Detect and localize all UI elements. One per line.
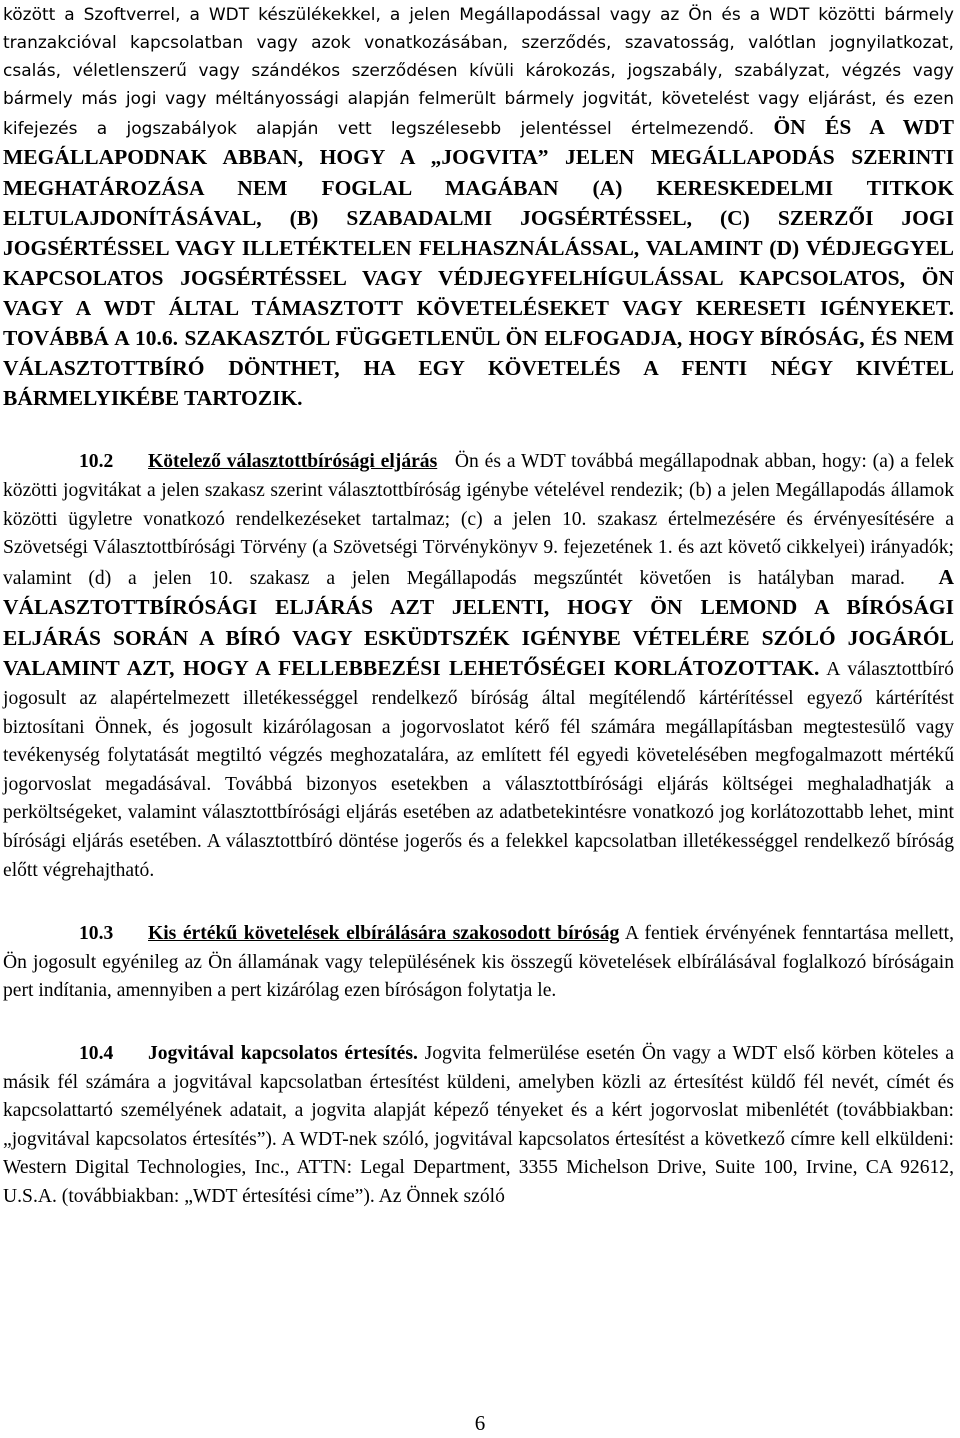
section-10-3 [3, 920, 954, 1006]
section-number: 10.3 [79, 923, 114, 945]
document-page [3, 0, 954, 1212]
lead-caps-text: ÖN ÉS A WDT MEGÁLLAPODNAK ABBAN, HOGY A „JOGVITA” JELEN MEGÁLLAPODÁS SZERINTI MEGHATÁROZÁSA NEM FOGLAL MAGÁBAN (A) KERESKEDELMI TITKOK ELTULAJDONÍTÁSÁVAL, (B) SZABADALMI JOGSÉRTÉSSEL, (C) SZERZŐI JOGI JOGSÉRTÉSSEL VAGY ILLETÉKTELEN FELHASZNÁLÁSSAL, VALAMINT (D) VÉDJEGGYEL KAPCSOLATOS JOGSÉRTÉSSEL VAGY VÉDJEGYFELHÍGULÁSSAL KAPCSOLATOS, ÖN VAGY A WDT ÁLTAL TÁMASZTOTT KÖVETELÉSEKET VAGY KERESETI IGÉNYEKET. TOVÁBBÁ A 10.6. SZAKASZTÓL FÜGGETLENÜL ÖN ELFOGADJA, HOGY BÍRÓSÁG, ÉS NEM VÁLASZTOTTBÍRÓ DÖNTHET, HA EGY KÖVETELÉS A FENTI NÉGY KIVÉTEL BÁRMELYIKÉBE TARTOZIK. [3, 115, 954, 411]
section-heading: Kis értékű követelések elbírálására szakosodott bíróság [148, 923, 620, 945]
section-text: Ön és a WDT továbbá megállapodnak abban, hogy: (a) a felek közötti jogvitákat a jelen szakasz szerint választottbíróság igénybe vételével rendezik; (b) a jelen Megállapodás államok közötti ügyletre vonatkozó rendelkezéseket tartalmaz; (c) a jelen 10. szakasz értelmezésére és érvényesítésére a Szövetségi Választottbírósági Törvény (a Szövetségi Törvénykönyv 9. fejezetének 1. és azt követő cikkelyei) irányadók; valamint (d) a jelen 10. szakasz a jelen Megállapodás megszűntét követően is hatályban marad. [3, 451, 954, 589]
section-heading: Kötelező választottbírósági eljárás [148, 451, 438, 473]
section-10-4 [3, 1040, 954, 1212]
lead-paragraph [3, 0, 954, 414]
section-10-2 [3, 448, 954, 885]
section-heading: Jogvitával kapcsolatos értesítés. [148, 1043, 418, 1064]
section-number: 10.4 [79, 1043, 114, 1064]
lead-text: között a Szoftverrel, a WDT készülékekkel, a jelen Megállapodással vagy az Ön és a WDT közötti bármely tranzakcióval kapcsolatban vagy azok vonatkozásában, szerződés, szavatosság, valótlan jognyilatkozat, csalás, véletlenszerű vagy szándékos szerződésen kívüli károkozás, jogszabály, szabályzat, végzés vagy bármely más jogi vagy méltányossági alapján felmerült bármely jogvitát, követelést vagy eljárást, és ezen kifejezés a jogszabályok alapján vett legszélesebb jelentéssel értelmezendő. [3, 5, 954, 140]
page-number: 6 [474, 1411, 486, 1435]
section-text: Jogvita felmerülése esetén Ön vagy a WDT első körben köteles a másik fél számára a jogvitával kapcsolatban értesítést küldeni, amelyben közli az értesítést küldő fél nevét, címét és kapcsolattartó személyének adatait, a jogvita alapját képező tényeket és a kért jogorvoslat mibenlétét (továbbiakban: „jogvitával kapcsolatos értesítés”). A WDT-nek szóló, jogvitával kapcsolatos értesítést a következő címre kell elküldeni: Western Digital Technologies, Inc., ATTN: Legal Department, 3355 Michelson Drive, Suite 100, Irvine, CA 92612, U.S.A. (továbbiakban: „WDT értesítési címe”). Az Önnek szóló [3, 1043, 954, 1207]
section-caps-text: A VÁLASZTOTTBÍRÓSÁGI ELJÁRÁS AZT JELENTI, HOGY ÖN LEMOND A BÍRÓSÁGI ELJÁRÁS SORÁN A BÍRÓ VAGY ESKÜDTSZÉK IGÉNYBE VÉTELÉRE SZÓLÓ JOGÁRÓL VALAMINT AZT, HOGY A FELLEBBEZÉSI LEHETŐSÉGEI KORLÁTOZOTTAK. [3, 564, 955, 681]
section-text: A fentiek érvényének fenntartása mellett, Ön jogosult egyénileg az Ön államának vagy településének kis összegű követelések elbírálásával foglalkozó bíróságain pert indítania, amennyiben a pert kizárólag ezen bíróságon folytatja le. [3, 923, 954, 1002]
section-text-continued: A választottbíró jogosult az alapértelmezett illetékességgel rendelkező bíróság által megítélendő kártérítéssel egyező kártérítést biztosítani Önnek, és jogosult kizárólagosan a jogorvoslatot kérő fél számára megállapításban megtestesülő vagy tevékenység folytatását megtiltó végzés meghozatalára, az említett fél egyedi követelésében megfogalmazott mértékű jogorvoslat megadásával. Továbbá bizonyos esetekben a választottbírósági eljárás költségei meghaladhatják a perköltségeket, valamint választottbírósági eljárás esetében az adatbetekintésre vonatkozó jog korlátozottabb lehet, mint bírósági eljárás esetében. A választottbíró döntése jogerős és a felekkel kapcsolatban illetékességgel rendelkező bíróság előtt végrehajtható. [3, 659, 954, 881]
section-number: 10.2 [79, 451, 114, 473]
